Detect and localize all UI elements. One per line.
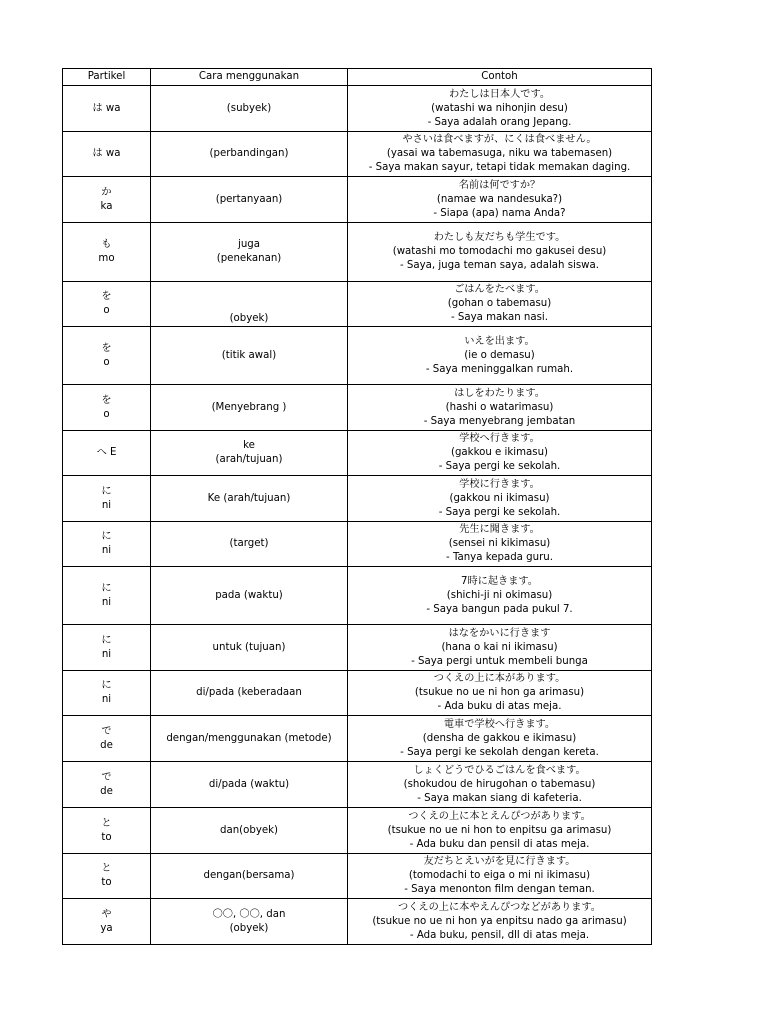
usage-cell-line: Ke (arah/tujuan): [207, 492, 291, 504]
example-cell: [348, 854, 652, 899]
usage-cell-line: dan(obyek): [219, 824, 278, 836]
particle-cell: [63, 899, 151, 945]
example-cell-line: - Saya makan sayur, tetapi tidak memakan daging.: [368, 162, 631, 173]
particle-cell-line: を: [101, 291, 112, 302]
example-cell-line: (watashi wa nihonjin desu): [431, 102, 568, 114]
particle-cell-line: ka: [100, 200, 113, 212]
particle-cell: [63, 522, 151, 567]
usage-cell: [151, 385, 348, 431]
particle-table: [62, 68, 652, 945]
example-cell: [348, 431, 652, 476]
example-cell-line: - Ada buku dan pensil di atas meja.: [409, 838, 590, 850]
example-cell: [348, 86, 652, 132]
example-cell-line: (shokudou de hirugohan o tabemasu): [403, 778, 596, 790]
usage-cell-line: (penekanan): [216, 253, 282, 264]
header-partikel: Partikel: [63, 69, 151, 86]
particle-cell-line: と: [101, 863, 112, 874]
example-cell-line: 学校へ行きます。: [459, 433, 540, 444]
example-cell-line: はしをわたります。: [454, 387, 545, 399]
header-cara-menggunakan: Cara menggunakan: [151, 69, 348, 86]
usage-cell: [151, 431, 348, 476]
example-cell: [348, 808, 652, 854]
example-cell-line: (tsukue no ue ni hon ga arimasu): [414, 687, 585, 698]
particle-cell-line: de: [100, 739, 113, 751]
particle-cell: [63, 327, 151, 385]
particle-cell-line: de: [100, 785, 113, 797]
example-cell-line: ごはんをたべます。: [454, 284, 545, 295]
table-row: [63, 177, 652, 223]
usage-cell: [151, 223, 348, 282]
example-cell-line: - Saya menonton film dengan teman.: [404, 884, 595, 895]
usage-cell: [151, 327, 348, 385]
usage-cell: [151, 476, 348, 522]
example-cell-line: - Saya pergi ke sekolah.: [438, 461, 561, 472]
particle-cell: [63, 762, 151, 808]
particle-cell: [63, 132, 151, 177]
particle-cell-line: に: [101, 680, 112, 691]
example-cell-line: (hashi o watarimasu): [445, 401, 554, 413]
usage-cell: [151, 132, 348, 177]
example-cell: [348, 385, 652, 431]
example-cell-line: やさいは食べますが、にくは食べません。: [402, 134, 597, 145]
example-cell: [348, 476, 652, 522]
example-cell-line: - Saya pergi untuk membeli bunga: [411, 655, 588, 667]
particle-cell-line: を: [101, 394, 112, 406]
usage-cell-line: (subyek): [226, 102, 272, 114]
table-row: [63, 625, 652, 671]
example-cell-line: (sensei ni kikimasu): [448, 538, 551, 549]
particle-cell-line: か: [101, 186, 112, 198]
table-row: [63, 431, 652, 476]
usage-cell-line: dengan(bersama): [203, 870, 295, 881]
particle-cell-line: ni: [101, 694, 112, 705]
particle-cell-line: ni: [101, 648, 112, 660]
particle-cell: [63, 177, 151, 223]
particle-cell-line: を: [101, 342, 112, 354]
particle-cell: [63, 282, 151, 327]
table-row: [63, 854, 652, 899]
usage-cell-line: (obyek): [229, 922, 269, 934]
particle-cell-line: o: [103, 408, 110, 420]
particle-cell-line: は wa: [92, 148, 121, 159]
table-row: [63, 385, 652, 431]
example-cell-line: しょくどうでひるごはんを食べます。: [413, 764, 586, 776]
particle-cell: [63, 385, 151, 431]
table-row: [63, 808, 652, 854]
example-cell-line: - Saya makan siang di kafeteria.: [417, 792, 582, 804]
example-cell: [348, 625, 652, 671]
example-cell: [348, 223, 652, 282]
example-cell-line: - Ada buku, pensil, dll di atas meja.: [409, 929, 590, 941]
particle-cell: [63, 625, 151, 671]
example-cell-line: (hana o kai ni ikimasu): [441, 641, 558, 653]
usage-cell-line: di/pada (keberadaan: [196, 687, 302, 698]
table-row: [63, 716, 652, 762]
particle-cell-line: to: [101, 877, 112, 888]
table-row: [63, 567, 652, 625]
particle-cell-line: ni: [101, 545, 112, 556]
table-row: [63, 327, 652, 385]
table-row: [63, 899, 652, 945]
example-cell-line: いえを出ます。: [464, 335, 535, 347]
particle-cell: [63, 431, 151, 476]
particle-cell-line: で: [101, 725, 112, 737]
example-cell-line: わたしは日本人です。: [448, 88, 551, 100]
example-cell-line: (densha de gakkou e ikimasu): [422, 732, 577, 744]
example-cell-line: はなをかいに行きます: [448, 627, 551, 639]
example-cell-line: - Tanya kepada guru.: [446, 552, 553, 563]
particle-cell: [63, 854, 151, 899]
header-contoh: Contoh: [348, 69, 652, 86]
example-cell: [348, 567, 652, 625]
example-cell-line: つくえの上に本やえんぴつなどがあります。: [398, 901, 601, 913]
table-row: [63, 476, 652, 522]
usage-cell-line: juga: [238, 239, 260, 250]
example-cell-line: 友だちとえいがを見に行きます。: [423, 856, 576, 867]
particle-cell-line: は wa: [92, 102, 121, 114]
usage-cell-line: ke: [243, 440, 255, 451]
example-cell-line: - Saya pergi ke sekolah.: [438, 506, 561, 518]
particle-cell-line: ya: [100, 922, 113, 934]
example-cell-line: (namae wa nandesuka?): [436, 193, 563, 205]
particle-cell-line: に: [101, 531, 112, 542]
particle-cell-line: ni: [101, 499, 112, 511]
usage-cell: [151, 522, 348, 567]
particle-cell-line: や: [101, 908, 112, 920]
table-row: [63, 671, 652, 716]
usage-cell: [151, 86, 348, 132]
usage-cell: [151, 716, 348, 762]
table-row: [63, 522, 652, 567]
example-cell: [348, 282, 652, 327]
usage-cell-line: dengan/menggunakan (metode): [166, 732, 332, 744]
particle-cell: [63, 716, 151, 762]
usage-cell-line: (titik awal): [221, 349, 277, 361]
example-cell-line: つくえの上に本があります。: [433, 673, 566, 684]
usage-cell-line: pada (waktu): [215, 589, 283, 601]
example-cell: [348, 132, 652, 177]
particle-cell-line: ni: [101, 596, 112, 608]
particle-cell-line: へ E: [96, 447, 117, 458]
usage-cell-line: (obyek): [229, 313, 269, 324]
example-cell-line: - Saya, juga teman saya, adalah siswa.: [399, 260, 599, 271]
example-cell-line: (tomodachi to eiga o mi ni ikimasu): [408, 870, 591, 881]
table-row: [63, 223, 652, 282]
example-cell-line: 電車で学校へ行きます。: [443, 718, 556, 730]
particle-cell: [63, 223, 151, 282]
usage-cell-line: di/pada (waktu): [208, 778, 290, 790]
particle-cell: [63, 671, 151, 716]
example-cell-line: (watashi mo tomodachi mo gakusei desu): [392, 246, 607, 257]
usage-cell-line: 〇〇, 〇〇, dan: [212, 908, 286, 920]
example-cell-line: (gohan o tabemasu): [447, 298, 552, 309]
particle-cell-line: も: [101, 239, 112, 250]
example-cell: [348, 522, 652, 567]
usage-cell-line: (perbandingan): [209, 148, 289, 159]
particle-cell-line: mo: [98, 253, 115, 264]
particle-cell-line: に: [101, 485, 112, 497]
particle-cell-line: と: [101, 817, 112, 829]
example-cell-line: 先生に聞きます。: [459, 524, 540, 535]
header-row: [63, 69, 652, 86]
example-cell: [348, 762, 652, 808]
particle-cell-line: に: [101, 634, 112, 646]
usage-cell: [151, 567, 348, 625]
example-cell-line: - Saya pergi ke sekolah dengan kereta.: [400, 746, 599, 758]
example-cell-line: 名前は何ですか？: [458, 179, 541, 191]
particle-cell: [63, 808, 151, 854]
usage-cell-line: untuk (tujuan): [212, 641, 286, 653]
example-cell-line: (gakkou ni ikimasu): [449, 492, 550, 504]
example-cell-line: (tsukue no ue ni hon ya enpitsu nado ga arimasu): [372, 915, 627, 927]
particle-cell: [63, 567, 151, 625]
example-cell-line: 学校に行きます。: [459, 478, 540, 490]
example-cell-line: - Saya bangun pada pukul 7.: [426, 603, 573, 615]
usage-cell: [151, 854, 348, 899]
example-cell-line: つくえの上に本とえんぴつがあります。: [408, 810, 591, 822]
usage-cell-line: (arah/tujuan): [215, 454, 283, 465]
usage-cell: [151, 808, 348, 854]
example-cell-line: - Saya adalah orang Jepang.: [427, 116, 572, 128]
example-cell-line: - Siapa (apa) nama Anda?: [433, 207, 566, 219]
table-row: [63, 86, 652, 132]
example-cell-line: - Saya menyebrang jembatan: [423, 415, 576, 427]
example-cell-line: (tsukue no ue ni hon to enpitsu ga arimasu): [387, 824, 612, 836]
table-row: [63, 282, 652, 327]
particle-cell-line: o: [103, 305, 110, 316]
example-cell-line: - Saya meninggalkan rumah.: [425, 363, 574, 375]
example-cell-line: - Ada buku di atas meja.: [437, 701, 562, 712]
usage-cell-line: (Menyebrang ): [211, 401, 287, 413]
example-cell: [348, 899, 652, 945]
particle-cell-line: で: [101, 771, 112, 783]
particle-cell-line: to: [101, 831, 112, 843]
example-cell-line: (yasai wa tabemasuga, niku wa tabemasen): [386, 148, 613, 159]
usage-cell: [151, 899, 348, 945]
example-cell: [348, 327, 652, 385]
table-row: [63, 762, 652, 808]
example-cell: [348, 671, 652, 716]
example-cell: [348, 716, 652, 762]
particle-cell: [63, 86, 151, 132]
usage-cell: [151, 282, 348, 327]
usage-cell: [151, 762, 348, 808]
example-cell-line: - Saya makan nasi.: [450, 312, 549, 323]
particle-cell-line: に: [101, 582, 112, 594]
usage-cell-line: (pertanyaan): [215, 193, 283, 205]
particle-cell-line: o: [103, 356, 110, 368]
table-row: [63, 132, 652, 177]
example-cell-line: (ie o demasu): [464, 349, 535, 361]
example-cell-line: 7時に起きます。: [461, 575, 538, 587]
particle-cell: [63, 476, 151, 522]
usage-cell-line: (target): [229, 538, 269, 549]
example-cell-line: わたしも友だちも学生です。: [433, 232, 566, 243]
example-cell: [348, 177, 652, 223]
usage-cell: [151, 671, 348, 716]
usage-cell: [151, 625, 348, 671]
usage-cell: [151, 177, 348, 223]
example-cell-line: (gakkou e ikimasu): [450, 447, 549, 458]
example-cell-line: (shichi-ji ni okimasu): [446, 589, 553, 601]
